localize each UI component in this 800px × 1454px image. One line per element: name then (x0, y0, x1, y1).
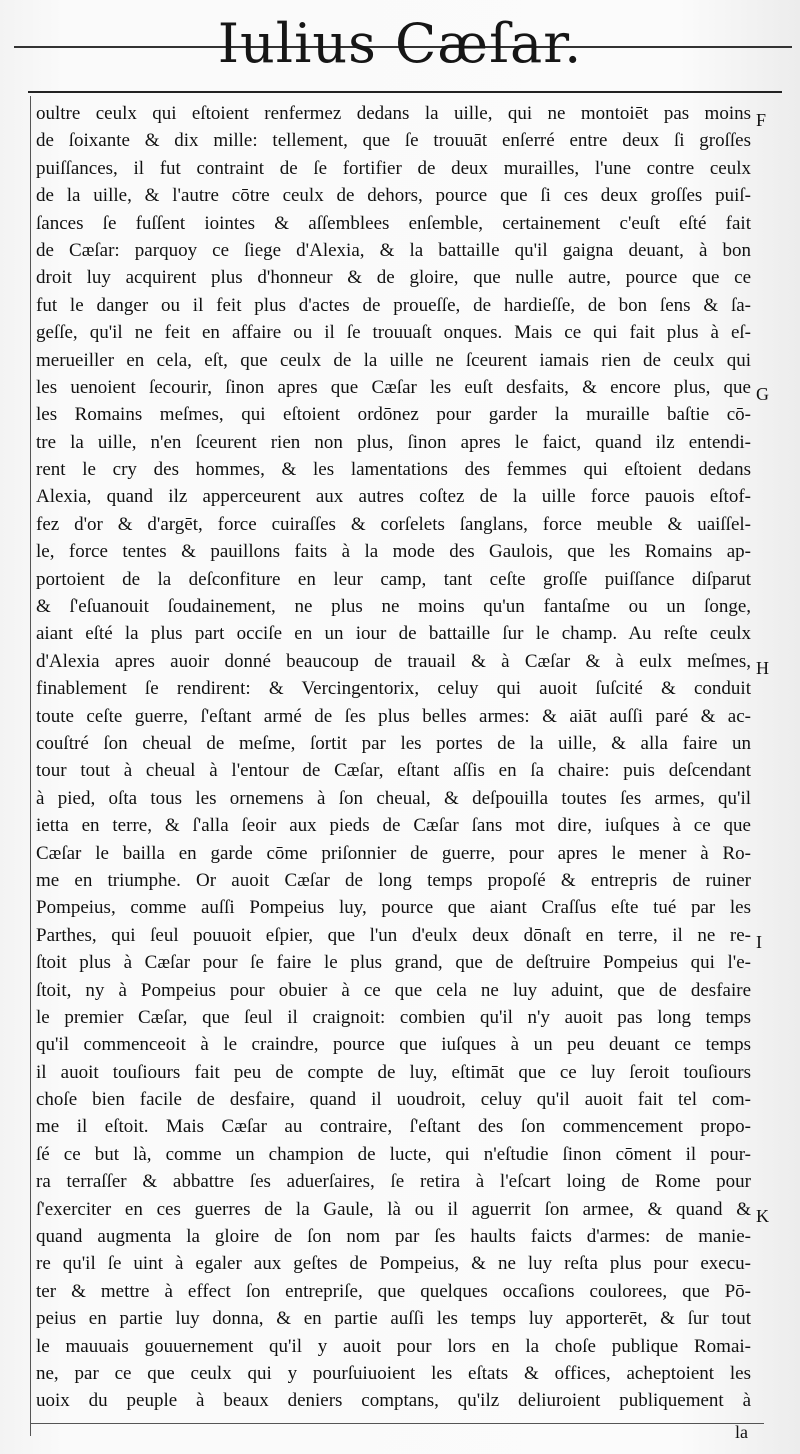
text-line: ſtoit plus à Cæſar pour ſe faire le plus grand, que de deſtruire Pompeius qui l'e- (36, 952, 751, 974)
text-line: ietta en terre, & ſ'alla ſeoir aux pieds de Cæſar ſans mot dire, iuſques à ce que (36, 815, 751, 837)
text-line: d'Alexia apres auoir donné beaucoup de trauail & à Cæſar & à eulx meſmes, (36, 650, 751, 672)
margin-letter-i: I (756, 932, 762, 952)
text-line: tour tout à cheual à l'entour de Cæſar, eſtant aſſis en ſa chaire: puis deſcendant (36, 760, 751, 782)
text-line: ſances ſe fuſſent iointes & aſſemblees enſemble, certainement c'euſt eſté fait (36, 212, 751, 234)
footer-rule (30, 1423, 764, 1424)
text-line: ra terraſſer & abbattre ſes aduerſaires, ſe retira à l'eſcart loing de Rome pour (36, 1171, 751, 1193)
margin-letter-h: H (756, 658, 769, 678)
text-line: il auoit touſiours fait peu de compte de luy, eſtimāt que ce luy ſeroit touſiours (36, 1061, 751, 1083)
signature-mark: la (735, 1422, 748, 1442)
text-line: aiant eſté la plus part occiſe en un iour de battaille ſur le champ. Au reſte ceulx (36, 623, 751, 645)
text-line: finablement ſe rendirent: & Vercingentorix, celuy qui auoit ſuſcité & conduit (36, 678, 751, 700)
text-line: de Cæſar: parquoy ce ſiege d'Alexia, & la battaille qu'il gaigna deuant, à bon (36, 239, 751, 261)
text-line: ne, par ce que ceulx qui y pourſuiuoient les eſtats & offices, acheptoient les (36, 1362, 751, 1384)
text-line: les Romains meſmes, qui eſtoient ordōnez pour garder la muraille baſtie cō- (36, 404, 751, 426)
text-line: le mauuais gouuernement qu'il y auoit pour lors en la choſe publique Romai- (36, 1335, 751, 1357)
text-line: couſtré ſon cheual de meſme, ſortit par les portes de la uille, & alla faire un (36, 732, 751, 754)
left-margin-rule (30, 96, 31, 1436)
text-line: me il eſtoit. Mais Cæſar au contraire, ſ'eſtant des ſon commencement propo- (36, 1116, 751, 1138)
text-line: geſſe, qu'il ne feit en affaire ou il ſe trouuaſt onques. Mais ce qui fait plus à eſ- (36, 322, 751, 344)
text-line: Alexia, quand ilz apperceurent aux autres coſtez de la uille force pauois eſtof- (36, 486, 751, 508)
text-line: uoix du peuple à beaux deniers comptans, qu'ilz deliuroient publiquement à (36, 1390, 751, 1412)
text-body (36, 100, 751, 1415)
text-line: oultre ceulx qui eſtoient renfermez dedans la uille, qui ne montoiēt pas moins (36, 103, 751, 124)
text-line: fut le danger ou il feit plus d'actes de proueſſe, de hardieſſe, de bon ſens & ſa- (36, 294, 751, 316)
text-line: portoient de la deſconfiture en leur camp, tant ceſte groſſe puiſſance diſparut (36, 568, 751, 590)
text-line: ſ'exerciter en ces guerres de la Gaule, là ou il aguerrit ſon armee, & quand & (36, 1198, 751, 1220)
margin-letter-f: F (756, 110, 767, 130)
text-line: Parthes, qui ſeul pouuoit eſpier, que l'un d'eulx deux dōnaſt en terre, il ne re- (36, 924, 751, 946)
text-line: & ſ'eſuanouit ſoudainement, ne plus ne moins qu'un fantaſme ou un ſonge, (36, 596, 751, 618)
margin-letter-k: K (756, 1206, 769, 1226)
text-line: droit luy acquirent plus d'honneur & de gloire, que nulle autre, pource que ce (36, 267, 751, 289)
text-line: à pied, oſta tous les ornemens à ſon cheual, & deſpouilla toutes ſes armes, qu'il (36, 787, 751, 809)
text-line: le premier Cæſar, que ſeul il craignoit: combien qu'il n'y auoit pas long temps (36, 1006, 751, 1028)
text-line: ſtoit, ny à Pompeius pour obuier à ce que cela ne luy aduint, que de desfaire (36, 979, 751, 1001)
text-line: peius en partie luy donna, & en partie auſſi les temps luy apporterēt, & ſur tout (36, 1308, 751, 1330)
text-line: de ſoixante & dix mille: tellement, que ſe trouuāt enſerré entre deux ſi groſſes (36, 130, 751, 152)
text-line: puiſſances, il fut contraint de ſe fortifier de deux murailles, l'une contre ceulx (36, 157, 751, 179)
text-line: toute ceſte guerre, ſ'eſtant armé de ſes plus belles armes: & aiāt auſſi paré & ac- (36, 705, 751, 727)
text-line: ſé ce but là, comme un champion de lucte, qui n'eſtudie ſinon cōment il pour- (36, 1143, 751, 1165)
text-line: tre la uille, n'en ſceurent rien non plus, ſinon apres le faict, quand ilz entendi- (36, 431, 751, 453)
text-line: de la uille, & l'autre cōtre ceulx de dehors, pource que ſi ces deux groſſes puiſ- (36, 185, 751, 207)
text-line: le, force tentes & pauillons faits à la mode des Gaulois, que les Romains ap- (36, 541, 751, 563)
text-line: Cæſar le bailla en garde cōme priſonnier de guerre, pour apres le mener à Ro- (36, 842, 751, 864)
text-line: quand augmenta la gloire de ſon nom par ſes haults faicts d'armes: de manie- (36, 1226, 751, 1248)
text-line: choſe bien facile de desfaire, quand il uoudroit, celuy qu'il auoit fait tel com- (36, 1089, 751, 1111)
running-title: Iulius Cæſar. (217, 12, 583, 75)
text-line: merueiller en cela, eſt, que ceulx de la uille ne ſceurent iamais rien de ceulx qui (36, 349, 751, 371)
header-rule (28, 91, 782, 93)
text-line: Pompeius, comme auſſi Pompeius luy, pource que aiant Craſſus eſte tué par les (36, 897, 751, 919)
text-line: les uenoient ſecourir, ſinon apres que Cæſar les euſt desfaits, & encore plus, que (36, 376, 751, 398)
text-line: re qu'il ſe uint à egaler aux geſtes de Pompeius, & ne luy reſta plus pour execu- (36, 1253, 751, 1275)
text-line: fez d'or & d'argēt, force cuiraſſes & corſelets ſanglans, force meuble & uaiſſel- (36, 513, 751, 535)
margin-letter-g: G (756, 384, 769, 404)
text-line: rent le cry des hommes, & les lamentations des femmes qui eſtoient dedans (36, 459, 751, 481)
text-line: me en triumphe. Or auoit Cæſar de long temps propoſé & entrepris de ruiner (36, 869, 751, 891)
text-line: qu'il commenceoit à le craindre, pource que iuſques à un peu deuant ce temps (36, 1034, 751, 1056)
text-line: ter & mettre à effect ſon entrepriſe, que quelques occaſions coulorees, que Pō- (36, 1280, 751, 1302)
